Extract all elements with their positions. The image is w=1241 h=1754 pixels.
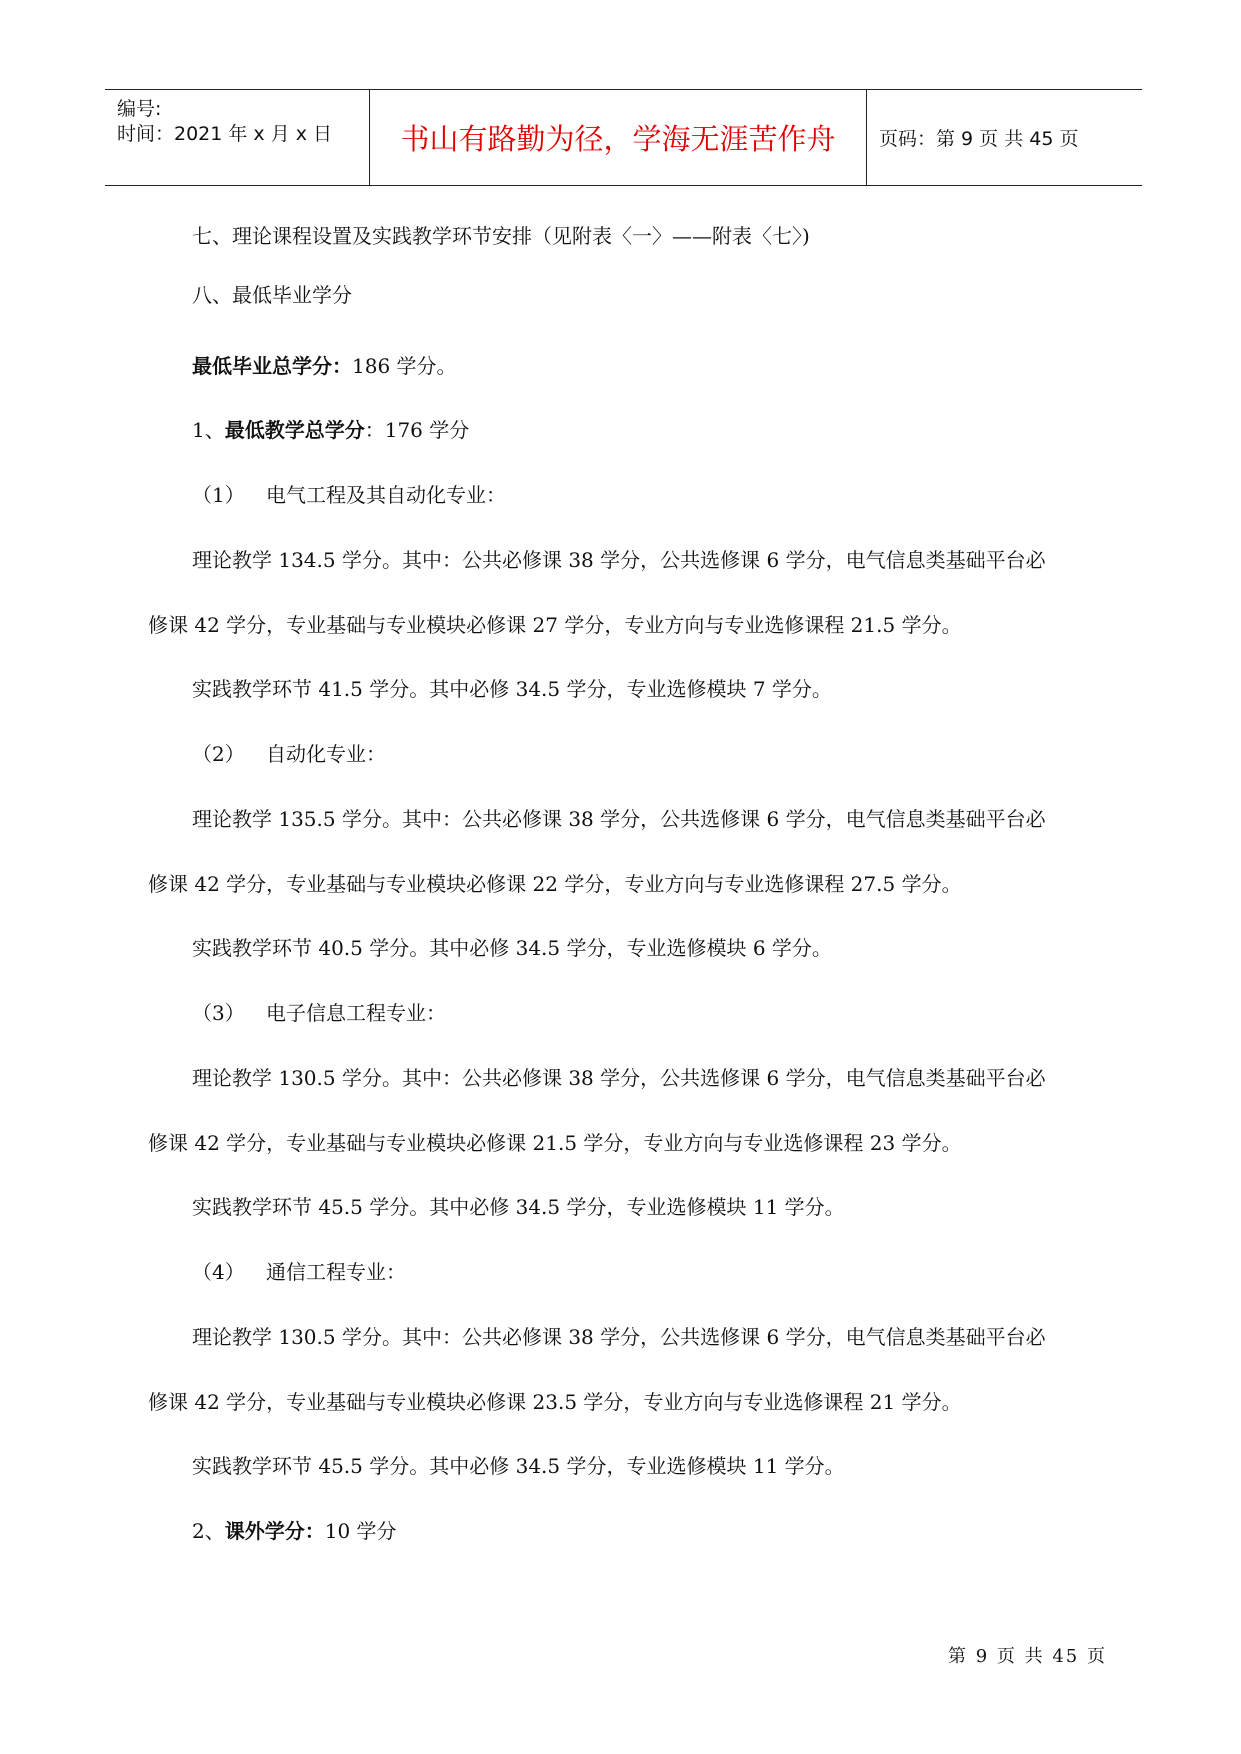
major-3-name: 电子信息工程专业： (266, 1001, 446, 1025)
major-3-practice: 实践教学环节 45.5 学分。其中必修 34.5 学分，专业选修模块 11 学分。 (192, 1195, 845, 1219)
major-1-name: 电气工程及其自动化专业： (266, 483, 506, 507)
extra-value: 10 学分 (324, 1519, 397, 1543)
header-page-label: 页码：第 9 页 共 45 页 (879, 128, 1079, 150)
major-2-name: 自动化专业： (266, 742, 386, 766)
major-4-name: 通信工程专业： (266, 1260, 406, 1284)
extra-label: 课外学分： (224, 1519, 325, 1543)
major-4-number: （4） (192, 1260, 245, 1284)
min-teaching-credits (192, 414, 469, 443)
major-2-theory-line1: 理论教学 135.5 学分。其中：公共必修课 38 学分，公共选修课 6 学分，电气信息类基础平台必 (192, 807, 1046, 831)
page-footer-number: 第 9 页 共 45 页 (948, 1646, 1107, 1667)
page-header (105, 89, 1142, 186)
serial-label: 编号: (117, 98, 162, 120)
major-4-theory-line1: 理论教学 130.5 学分。其中：公共必修课 38 学分，公共选修课 6 学分，电气信息类基础平台必 (192, 1325, 1046, 1349)
teaching-label: 最低教学总学分 (224, 418, 365, 442)
teaching-number: 1、 (192, 418, 225, 442)
date-label: 时间：2021 年 x 月 x 日 (117, 123, 333, 145)
major-4-theory-line2: 修课 42 学分，专业基础与专业模块必修课 23.5 学分，专业方向与专业选修课程 21 学分。 (148, 1390, 962, 1414)
section-7-heading: 七、理论课程设置及实践教学环节安排（见附表〈一〉——附表〈七〉) (192, 224, 810, 248)
major-1-theory-line1: 理论教学 134.5 学分。其中：公共必修课 38 学分，公共选修课 6 学分，电气信息类基础平台必 (192, 548, 1046, 572)
major-3-number: （3） (192, 1001, 245, 1025)
header-info-cell (105, 90, 369, 185)
major-4-practice: 实践教学环节 45.5 学分。其中必修 34.5 学分，专业选修模块 11 学分。 (192, 1454, 845, 1478)
extra-number: 2、 (192, 1519, 225, 1543)
major-1-practice: 实践教学环节 41.5 学分。其中必修 34.5 学分，专业选修模块 7 学分。 (192, 677, 832, 701)
major-3-theory-line2: 修课 42 学分，专业基础与专业模块必修课 21.5 学分，专业方向与专业选修课程 23 学分。 (148, 1131, 962, 1155)
major-3-theory-line1: 理论教学 130.5 学分。其中：公共必修课 38 学分，公共选修课 6 学分，电气信息类基础平台必 (192, 1066, 1046, 1090)
min-total-credits (192, 350, 457, 379)
major-1-theory-line2: 修课 42 学分，专业基础与专业模块必修课 27 学分，专业方向与专业选修课程 21.5 学分。 (148, 613, 962, 637)
section-8-heading: 八、最低毕业学分 (192, 283, 352, 307)
major-2-number: （2） (192, 742, 245, 766)
major-1-number: （1） (192, 483, 245, 507)
extracurricular-credits (192, 1515, 397, 1544)
teaching-value: ：176 学分 (364, 418, 470, 442)
major-2-theory-line2: 修课 42 学分，专业基础与专业模块必修课 22 学分，专业方向与专业选修课程 27.5 学分。 (148, 872, 962, 896)
min-total-label: 最低毕业总学分： (192, 354, 352, 378)
min-total-value: 186 学分。 (352, 354, 457, 378)
header-motto: 书山有路勤为径，学海无涯苦作舟 (369, 90, 867, 185)
major-2-practice: 实践教学环节 40.5 学分。其中必修 34.5 学分，专业选修模块 6 学分。 (192, 936, 832, 960)
